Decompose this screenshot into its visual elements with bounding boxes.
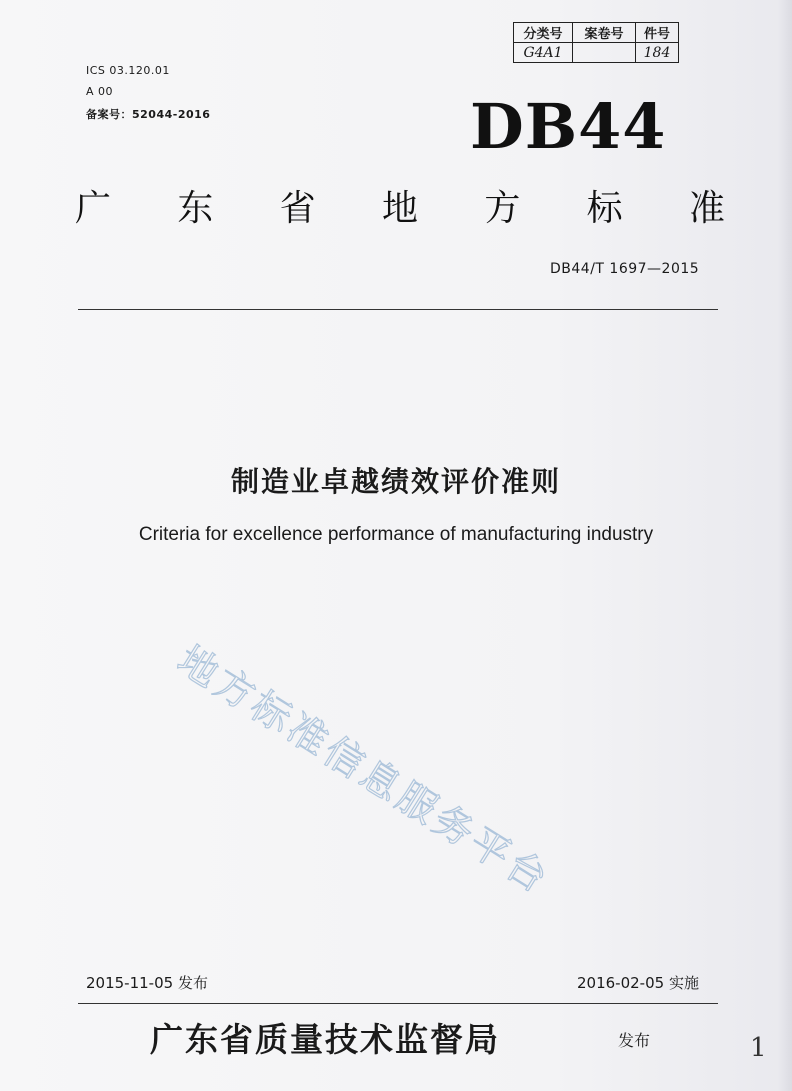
category-char: 方 xyxy=(484,188,521,229)
standard-category-title xyxy=(75,180,725,231)
category-char: 东 xyxy=(177,188,214,229)
document-title-en: Criteria for excellence performance of manufacturing industry xyxy=(138,524,654,545)
watermark-text: 地方标准信息服务平台 xyxy=(169,637,558,904)
category-char: 标 xyxy=(586,188,623,229)
stamp-value-category: G4A1 xyxy=(514,43,573,63)
standard-code: DB44 xyxy=(470,90,667,163)
stamp-value-file xyxy=(573,43,636,63)
standard-number: DB44/T 1697—2015 xyxy=(550,261,700,277)
implementation-date: 2016-02-05 实施 xyxy=(577,974,699,992)
stamp-value-item: 184 xyxy=(636,43,679,63)
stamp-header-category: 分类号 xyxy=(514,23,573,43)
category-char: 准 xyxy=(688,188,725,229)
category-char: 地 xyxy=(381,188,418,229)
category-char: 省 xyxy=(279,188,316,229)
stamp-header-file: 案卷号 xyxy=(573,23,636,43)
classification-stamp xyxy=(513,22,679,63)
page-number: 1 xyxy=(750,1033,767,1063)
bottom-divider xyxy=(78,1003,718,1004)
issuer-name: 广东省质量技术监督局 xyxy=(150,1020,500,1059)
top-divider xyxy=(78,309,718,310)
category-char: 广 xyxy=(75,188,112,229)
issue-date: 2015-11-05 发布 xyxy=(86,974,208,992)
record-number: 备案号：52044-2016 xyxy=(86,108,211,121)
document-title-cn: 制造业卓越绩效评价准则 xyxy=(230,465,561,498)
ccs-code: A 00 xyxy=(86,85,114,98)
stamp-header-item: 件号 xyxy=(636,23,679,43)
ics-code: ICS 03.120.01 xyxy=(86,64,170,77)
issuer-suffix: 发布 xyxy=(618,1031,651,1050)
